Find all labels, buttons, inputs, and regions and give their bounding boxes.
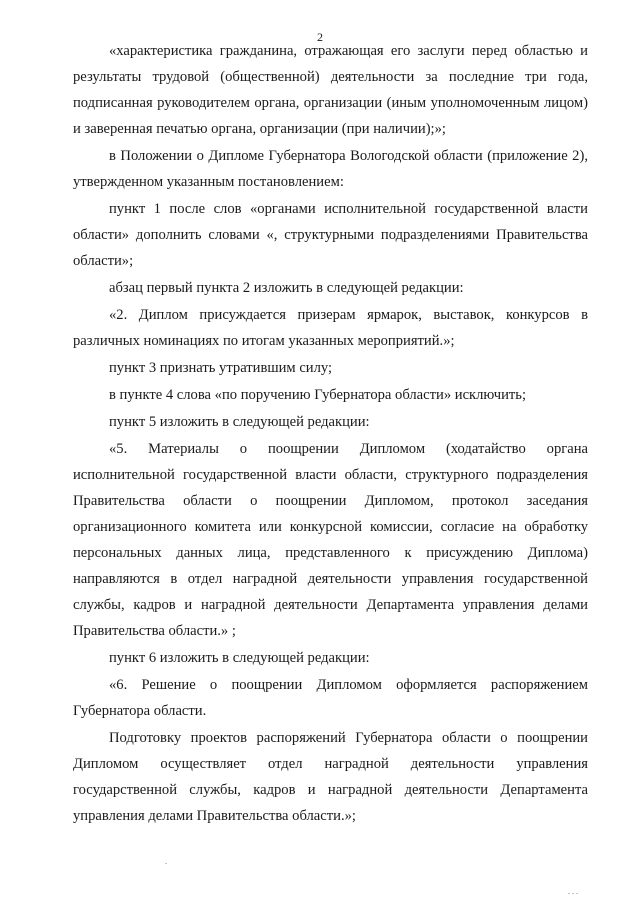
paragraph-point-3: пункт 3 признать утратившим силу;	[109, 360, 333, 376]
scan-mark: . . .	[568, 887, 578, 896]
paragraph-point-1: пункт 1 после слов «органами исполнительной государственной власти области» дополнить словами «, структурными подразделениями Правительства области»;	[73, 201, 588, 269]
paragraph-characteristic: «характеристика гражданина, отражающая его заслуги перед областью и результаты трудовой (общественной) деятельности за последние три года, подписанная руководителем органа, организации (иным уполномоченным лицом) и заверенная печатью органа, организации (при наличии);»;	[73, 43, 588, 137]
document-body	[73, 38, 588, 829]
paragraph-point-6-text: «6. Решение о поощрении Дипломом оформляется распоряжением Губернатора области.	[73, 677, 588, 719]
paragraph-point-6-intro: пункт 6 изложить в следующей редакции:	[109, 650, 370, 666]
paragraph-point-2-intro: абзац первый пункта 2 изложить в следующей редакции:	[109, 280, 464, 296]
paragraph-point-2-text: «2. Диплом присуждается призерам ярмарок, выставок, конкурсов в различных номинациях по итогам указанных мероприятий.»;	[73, 307, 588, 349]
scan-mark: .	[165, 857, 167, 866]
paragraph-point-4: в пункте 4 слова «по поручению Губернатора области» исключить;	[109, 387, 527, 403]
paragraph-point-5-text: «5. Материалы о поощрении Дипломом (ходатайство органа исполнительной государственной власти области, структурного подразделения Правительства области о поощрении Дипломом, протокол заседания организационного комитета или конкурсной комиссии, согласие на обработку персональных данных лица, представленного к присуждению Диплома) направляются в отдел наградной деятельности управления государственной службы, кадров и наградной деятельности Департамента управления делами Правительства области.» ;	[73, 441, 588, 639]
page-number: 2	[317, 30, 323, 44]
paragraph-preparation: Подготовку проектов распоряжений Губернатора области о поощрении Дипломом осуществляет отдел наградной деятельности управления государственной службы, кадров и наградной деятельности Департамента управления делами Правительства области.»;	[73, 730, 588, 824]
paragraph-diploma-regulation: в Положении о Дипломе Губернатора Вологодской области (приложение 2), утвержденном указанным постановлением:	[73, 148, 588, 190]
paragraph-point-5-intro: пункт 5 изложить в следующей редакции:	[109, 414, 370, 430]
